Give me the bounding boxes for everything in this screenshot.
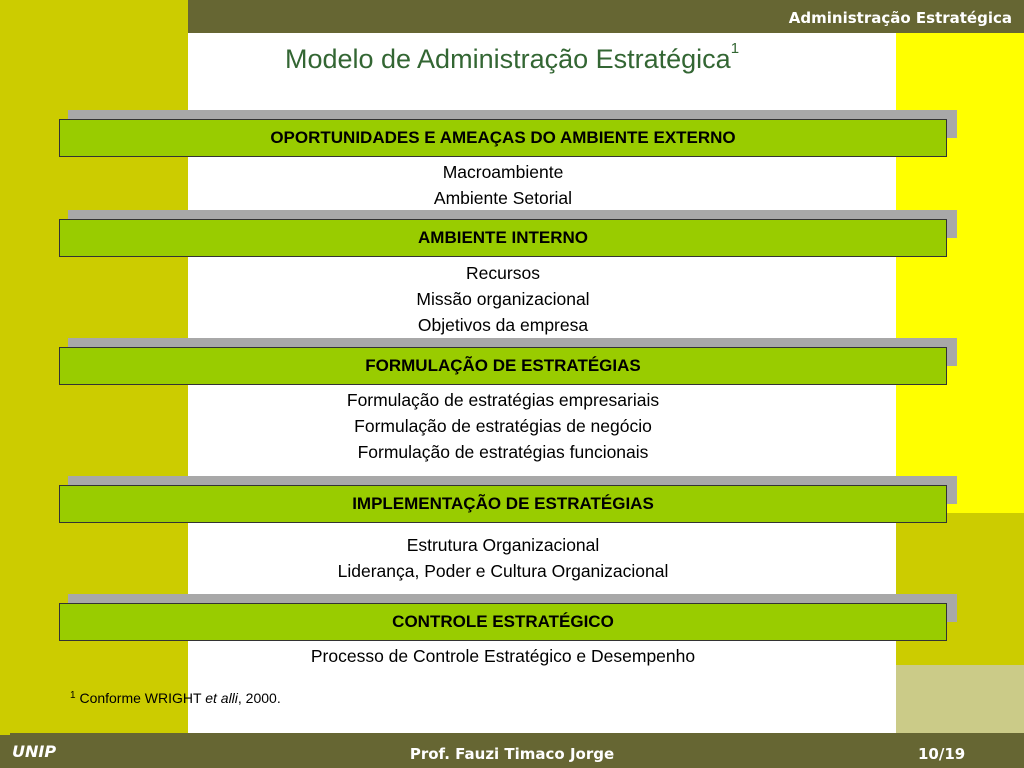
header-title: Administração Estratégica [788,9,1012,27]
list-item: Processo de Controle Estratégico e Desempenho [310,646,696,666]
footer-author: Prof. Fauzi Timaco Jorge [409,745,615,763]
footer-brand: UNIP [12,742,57,761]
footnote-text: Conforme WRIGHT [79,690,206,706]
list-item: Missão organizacional [416,289,590,309]
list-item: Formulação de estratégias funcionais [357,442,649,462]
footnote [70,690,281,706]
header-bar [188,0,1024,33]
list-item: Estrutura Organizacional [406,535,600,555]
list-item: Objetivos da empresa [417,315,589,335]
right-olive-panel [896,513,1024,665]
section-heading-formulation: FORMULAÇÃO DE ESTRATÉGIAS [59,347,947,385]
page-title-text: Modelo de Administração Estratégica [284,44,731,74]
list-item: Macroambiente [442,162,564,182]
list-item: Recursos [466,263,540,283]
section-heading-implementation: IMPLEMENTAÇÃO DE ESTRATÉGIAS [59,485,947,523]
list-item: Formulação de estratégias de negócio [354,416,652,436]
footnote-text-end: , 2000. [237,690,281,706]
title-superscript: 1 [730,40,740,57]
section-items-external [188,159,818,211]
list-item: Liderança, Poder e Cultura Organizacional [337,561,669,581]
section-items-internal [188,260,818,338]
footer-bar [0,735,1024,768]
section-heading-external: OPORTUNIDADES E AMEAÇAS DO AMBIENTE EXTERNO [59,119,947,157]
section-items-control [188,643,818,669]
list-item: Ambiente Setorial [433,188,573,208]
section-items-implementation [188,532,818,584]
right-yellow-panel [896,30,1024,513]
list-item: Formulação de estratégias empresariais [346,390,660,410]
section-heading-internal: AMBIENTE INTERNO [59,219,947,257]
footnote-marker: 1 [70,690,76,701]
section-heading-control: CONTROLE ESTRATÉGICO [59,603,947,641]
section-items-formulation [188,387,818,465]
page-number: 10/19 [918,745,966,763]
page-title [0,40,1024,75]
footnote-italic: et alli [205,690,238,706]
right-pale-panel [896,665,1024,740]
